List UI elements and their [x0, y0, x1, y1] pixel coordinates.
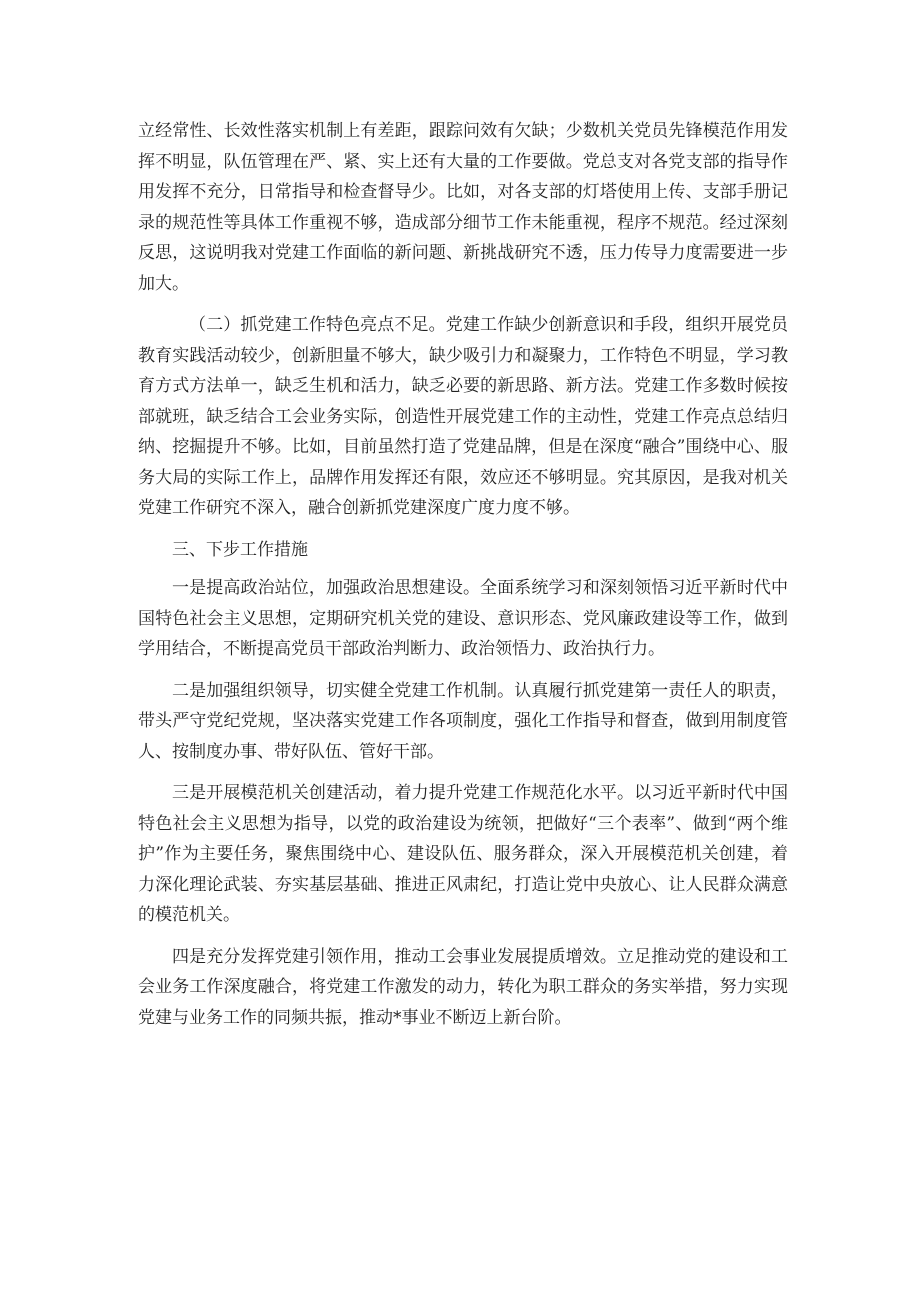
paragraph-measure-two: 二是加强组织领导，切实健全党建工作机制。认真履行抓党建第一责任人的职责，带头严守党纪党规，坚决落实党建工作各项制度，强化工作指导和督查，做到用制度管人、按制度办事、带好队伍、管好干部。	[138, 680, 788, 762]
paragraph-section-two-highlights: （二）抓党建工作特色亮点不足。党建工作缺少创新意识和手段，组织开展党员教育实践活动较少，创新胆量不够大，缺少吸引力和凝聚力，工作特色不明显，学习教育方式方法单一，缺乏生机和活力，缺乏必要的新思路、新方法。党建工作多数时候按部就班，缺乏结合工会业务实际，创造性开展党建工作的主动性，党建工作亮点总结归纳、挖掘提升不够。比如，目前虽然打造了党建品牌，但是在深度“融合”围绕中心、服务大局的实际工作上，品牌作用发挥还有限，效应还不够明显。究其原因，是我对机关党建工作研究不深入，融合创新抓党建深度广度力度不够。	[138, 315, 788, 518]
paragraph-measure-one: 一是提高政治站位，加强政治思想建设。全面系统学习和深刻领悟习近平新时代中国特色社会主义思想，定期研究机关党的建设、意识形态、党风廉政建设等工作，做到学用结合，不断提高党员干部政治判断力、政治领悟力、政治执行力。	[138, 578, 788, 659]
section-heading-next-steps: 三、下步工作措施	[172, 539, 308, 560]
paragraph-measure-four: 四是充分发挥党建引领作用，推动工会事业发展提质增效。立足推动党的建设和工会业务工作深度融合，将党建工作激发的动力，转化为职工群众的务实举措，努力实现党建与业务工作的同频共振，推动*事业不断迈上新台阶。	[138, 946, 788, 1028]
paragraph-measure-three: 三是开展模范机关创建活动，着力提升党建工作规范化水平。以习近平新时代中国特色社会主义思想为指导，以党的政治建设为统领，把做好“三个表率”、做到“两个维护”作为主要任务，聚焦围绕中心、建设队伍、服务群众，深入开展模范机关创建，着力深化理论武装、夯实基层基础、推进正风肃纪，打造让党中央放心、让人民群众满意的模范机关。	[138, 783, 788, 925]
document-body	[138, 116, 788, 1044]
paragraph-continued-problems: 立经常性、长效性落实机制上有差距，跟踪问效有欠缺；少数机关党员先锋模范作用发挥不明显，队伍管理在严、紧、实上还有大量的工作要做。党总支对各党支部的指导作用发挥不充分，日常指导和检查督导少。比如，对各支部的灯塔使用上传、支部手册记录的规范性等具体工作重视不够，造成部分细节工作未能重视，程序不规范。经过深刻反思，这说明我对党建工作面临的新问题、新挑战研究不透，压力传导力度需要进一步加大。	[138, 121, 788, 294]
